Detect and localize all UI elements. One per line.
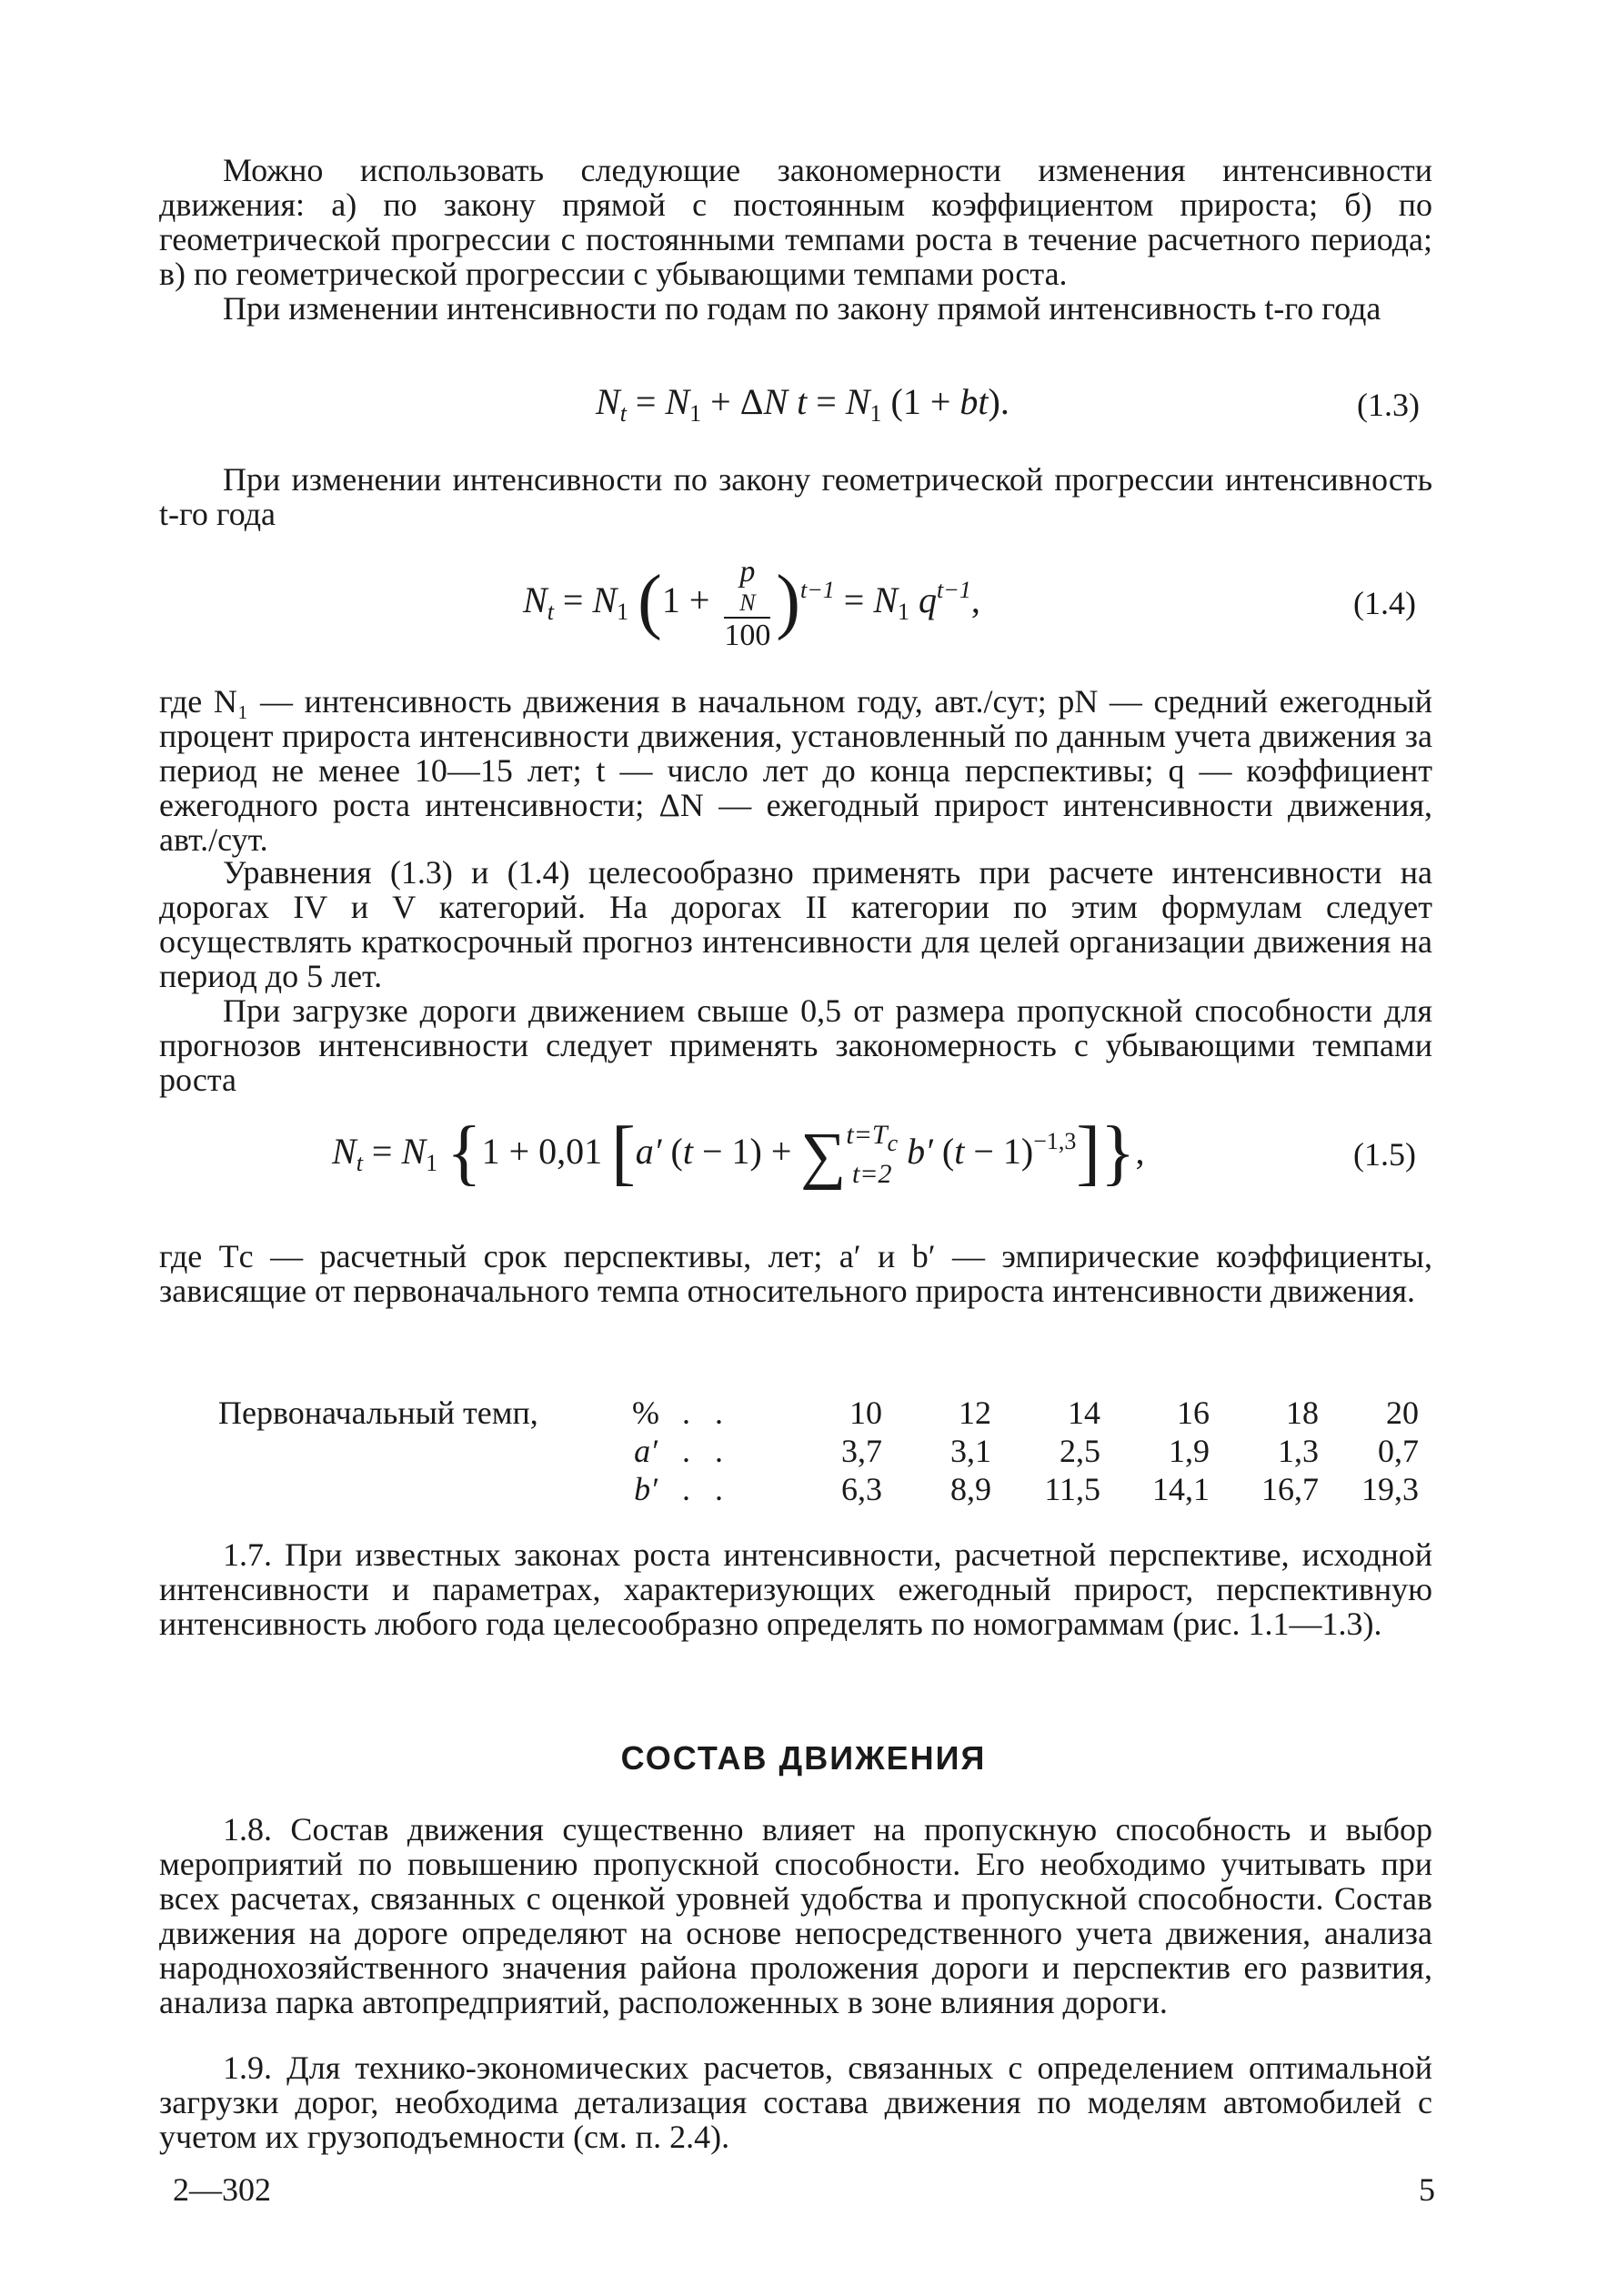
table-cell: 18	[1286, 1395, 1319, 1431]
section-heading: СОСТАВ ДВИЖЕНИЯ	[620, 1739, 987, 1777]
table-row: Первоначальный темп, % . . 10 12 14 16 18 20	[218, 1395, 1419, 1431]
table-cell: 6,3	[841, 1471, 882, 1507]
equation-number: (1.3)	[1357, 387, 1420, 423]
paragraph-notation: где N₁ — интенсивность движения в начальном году, авт./сут; pN — средний ежегодный процент прироста интенсивности движения, установленный по данным учета движения за период не менее 10—15 лет; t — число лет до конца перспективы; q — коэффициент ежегодного роста интенсивности; ΔN — ежегодный прирост интенсивности движения, авт./сут.	[159, 683, 1432, 858]
table-cell: 1,9	[1169, 1433, 1210, 1469]
paragraph-linear-law: При изменении интенсивности по годам по закону прямой интенсивность t-го года	[223, 290, 1381, 327]
equation-coefficient: 1 + 0,01	[481, 1131, 603, 1172]
table-cell: 2,5	[1060, 1433, 1100, 1469]
equation-exponent: −1,3	[1033, 1128, 1077, 1154]
table-cell: 8,9	[950, 1471, 991, 1507]
paragraph-geometric-law: При изменении интенсивности по закону геометрической прогрессии интенсивность t-го года	[159, 461, 1432, 532]
table-cell: b′	[634, 1471, 658, 1507]
table-cell: 3,1	[950, 1433, 991, 1469]
table-cell: 1,3	[1278, 1433, 1319, 1469]
paragraph-decreasing-law: При загрузке дороги движением свыше 0,5 от размера пропускной способности для прогнозов интенсивности следует применять закономерность с убывающими темпами роста	[159, 992, 1432, 1098]
table-row: a′ . . 3,7 3,1 2,5 1,9 1,3 0,7	[218, 1432, 1419, 1470]
equation-1-3: $N_t = N_1 + \Delta N$ $t = N_1$ (1 + bt).	[596, 381, 1009, 427]
page-number: 5	[1419, 2171, 1435, 2208]
table-cell: 0,7	[1378, 1433, 1419, 1469]
signature-mark: 2—302	[173, 2171, 271, 2208]
table-cell: 14,1	[1152, 1471, 1210, 1507]
paragraph-coefficients: где Tс — расчетный срок перспективы, лет; a′ и b′ — эмпирические коэффициенты, зависящие от первоначального темпа относительного прироста интенсивности движения.	[159, 1238, 1432, 1309]
equation-number: (1.4)	[1353, 585, 1416, 621]
equation-number: (1.5)	[1353, 1136, 1416, 1173]
paragraph-intro: Можно использовать следующие закономерности изменения интенсивности движения: а) по закону прямой с постоянным коэффициентом прироста; б) по геометрической прогрессии с постоянными темпами роста в течение расчетного периода; в) по геометрической прогрессии с убывающими темпами роста.	[159, 152, 1432, 292]
equation-1-4: $N_t = N_1$ (1 + p N 100 )$^{t-1} = N_1$ $q^{t-1}$,	[523, 555, 980, 652]
table-cell: a′	[634, 1433, 658, 1469]
table-cell: 20	[1386, 1395, 1419, 1431]
table-cell: 3,7	[841, 1433, 882, 1469]
table-cell: 16	[1177, 1395, 1210, 1431]
paragraph-nomograms: 1.7. При известных законах роста интенсивности, расчетной перспективе, исходной интенсивности и параметрах, характеризующих ежегодный прирост, перспективную интенсивность любого года целесообразно определять по номограммам (рис. 1.1—1.3).	[159, 1536, 1432, 1642]
paragraph-applicability: Уравнения (1.3) и (1.4) целесообразно применять при расчете интенсивности на дорогах IV и V категорий. На дорогах II категории по этим формулам следует осуществлять краткосрочный прогноз интенсивности для целей организации движения на период до 5 лет.	[159, 854, 1432, 994]
table-cell: 14	[1068, 1395, 1100, 1431]
table-cell: 11,5	[1044, 1471, 1100, 1507]
table-cell: %	[632, 1395, 659, 1431]
table-row: b′ . . 6,3 8,9 11,5 14,1 16,7 19,3	[218, 1470, 1419, 1508]
table-cell: 12	[959, 1395, 991, 1431]
paragraph-detailing: 1.9. Для технико-экономических расчетов, связанных с определением оптимальной загрузки дорог, необходима детализация состава движения по моделям автомобилей с учетом их грузоподъемности (см. п. 2.4).	[159, 2049, 1432, 2155]
paragraph-composition: 1.8. Состав движения существенно влияет на пропускную способность и выбор мероприятий по повышению пропускной способности. Его необходимо учитывать при всех расчетах, связанных с оценкой уровней удобства и пропускной способности. Состав движения на дороге определяют на основе непосредственного учета движения, анализа народнохозяйственного значения района проложения дороги и перспектив его развития, анализа парка автопредприятий, расположенных в зоне влияния дороги.	[159, 1811, 1432, 2020]
coefficient-table	[218, 1394, 1419, 1508]
table-cell: 10	[849, 1395, 882, 1431]
table-cell: 19,3	[1361, 1471, 1419, 1507]
table-cell: 16,7	[1261, 1471, 1319, 1507]
table-label: Первоначальный темп,	[218, 1395, 538, 1431]
equation-1-5: $N_t = N_1$ {1 + 0,01 [a′ (t − 1) + ∑ t=Tc t=2 b′ $(t - 1)^{-1,3}$]},	[332, 1113, 1145, 1193]
